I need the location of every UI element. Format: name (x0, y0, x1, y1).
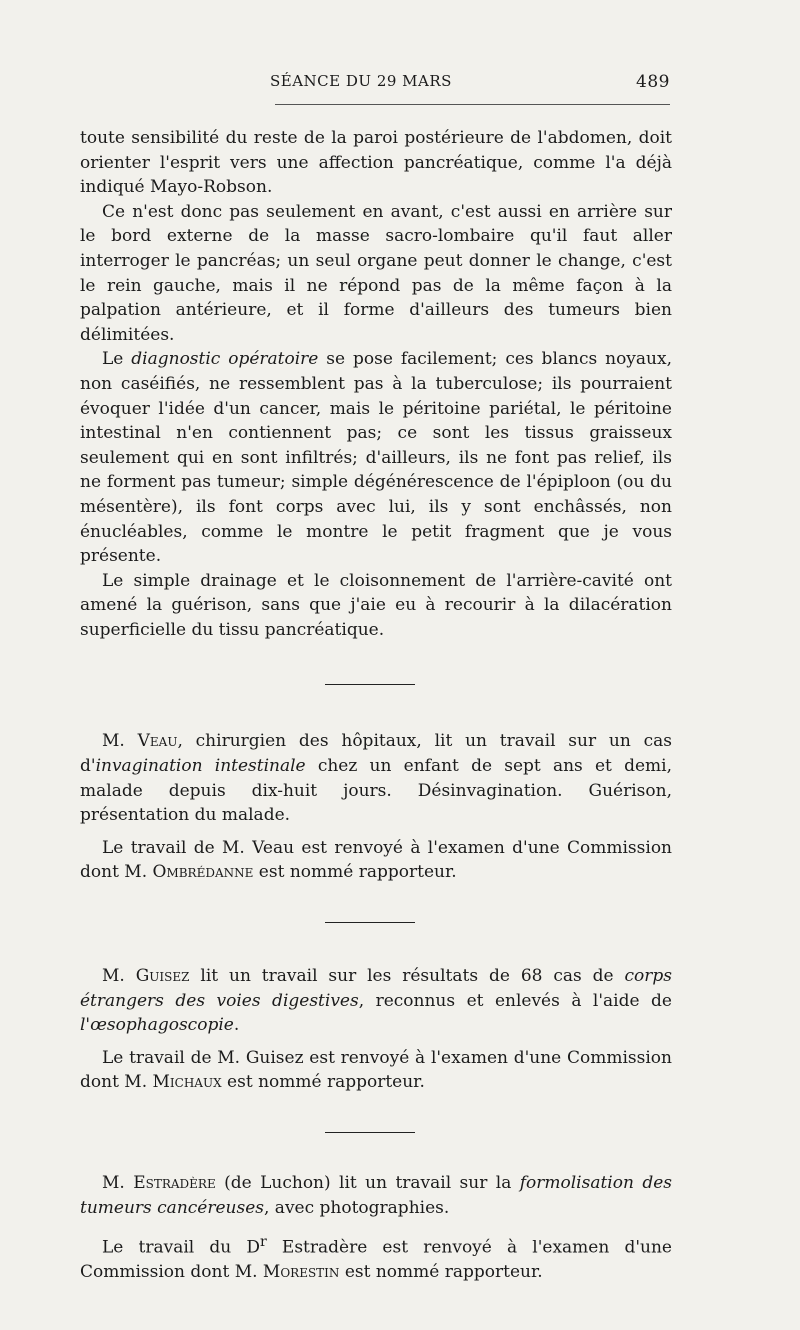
diagnostic-italic: diagnostic opératoire (131, 349, 319, 370)
paragraph-veau-report: M. Veau, chirurgien des hôpitaux, lit un travail sur un cas d'invagination intestinale chez un enfant de sept ans et demi, malade depuis dix-huit jours. Désinvagination. Guérison, présentation du malade. (80, 731, 672, 826)
author-name: Estradère (133, 1173, 216, 1193)
paragraph-guisez-commission: Le travail de M. Guisez est renvoyé à l'examen d'une Commission dont M. Michaux est nommé rapporteur. (80, 1047, 672, 1093)
paragraph-guisez-report: M. Guisez lit un travail sur les résultats de 68 cas de corps étrangers des voies digestives, reconnus et enlevés à l'aide de l'œsophagoscopie. (80, 966, 672, 1036)
section-divider (325, 684, 415, 685)
running-title: SÉANCE DU 29 MARS (270, 72, 452, 90)
author-name: Guisez (135, 966, 190, 987)
page-header (80, 72, 670, 98)
author-name: Veau (137, 731, 178, 752)
paragraph-diagnostic: Le diagnostic opératoire se pose facilement; ces blancs noyaux, non caséifiés, ne ressemblent pas à la tuberculose; ils pourraient évoquer l'idée d'un cancer, mais le péritoine pariétal, le péritoine intestinal n'en contiennent pas; ce sont les tissus graisseux seulement qui en sont infiltrés; d'ailleurs, ils ne font pas relief, ils ne forment pas tumeur; simple dégénérescence de l'épiploon (ou du mésentère), ils font corps avec lui, ils y sont enchâssés, non énucléables, comme le montre le petit fragment que je vous présente. (80, 349, 672, 567)
reporter-name: Michaux (152, 1072, 222, 1093)
paragraph-veau-commission: Le travail de M. Veau est renvoyé à l'examen d'une Commission dont M. Ombrédanne est nommé rapporteur. (80, 837, 672, 883)
subject-italic: formolisation des tumeurs cancéreuses (80, 1173, 672, 1218)
paragraph-palpation: Ce n'est donc pas seulement en avant, c'est aussi en arrière sur le bord externe de la masse sacro-lombaire qu'il faut aller interroger le pancréas; un seul organe peut donner le change, c'est le rein gauche, mais il ne répond pas de la même façon à la palpation antérieure, et il forme d'ailleurs des tumeurs bien délimitées. (80, 201, 672, 345)
page-number: 489 (636, 72, 670, 92)
paragraph-drainage: Le simple drainage et le cloisonnement de l'arrière-cavité ont amené la guérison, sans que j'aie eu à recourir à la dilacération superficielle du tissu pancréatique. (80, 570, 672, 640)
paragraph-continuation: toute sensibilité du reste de la paroi postérieure de l'abdomen, doit orienter l'esprit vers une affection pancréatique, comme l'a déjà indiqué Mayo-Robson. (80, 128, 672, 198)
header-rule (275, 104, 670, 105)
section-divider (325, 922, 415, 923)
reporter-name: Ombrédanne (152, 862, 254, 883)
paragraph-estradere-commission: Le travail du $D^r$ Estradère est renvoyé à l'examen d'une Commission dont M. Morestin est nommé rapporteur. (80, 1234, 672, 1283)
subject-italic: invagination intestinale (95, 756, 306, 777)
subject-italic: corps étrangers des voies digestives (80, 966, 672, 1011)
section-divider (325, 1132, 415, 1133)
paragraph-estradere-report: M. Estradère (de Luchon) lit un travail sur la formolisation des tumeurs cancéreuses, avec photographies. (80, 1173, 672, 1218)
body-text (80, 126, 672, 1285)
reporter-name: Morestin (262, 1262, 340, 1283)
subject-italic: l'œsophagoscopie (80, 1015, 234, 1036)
